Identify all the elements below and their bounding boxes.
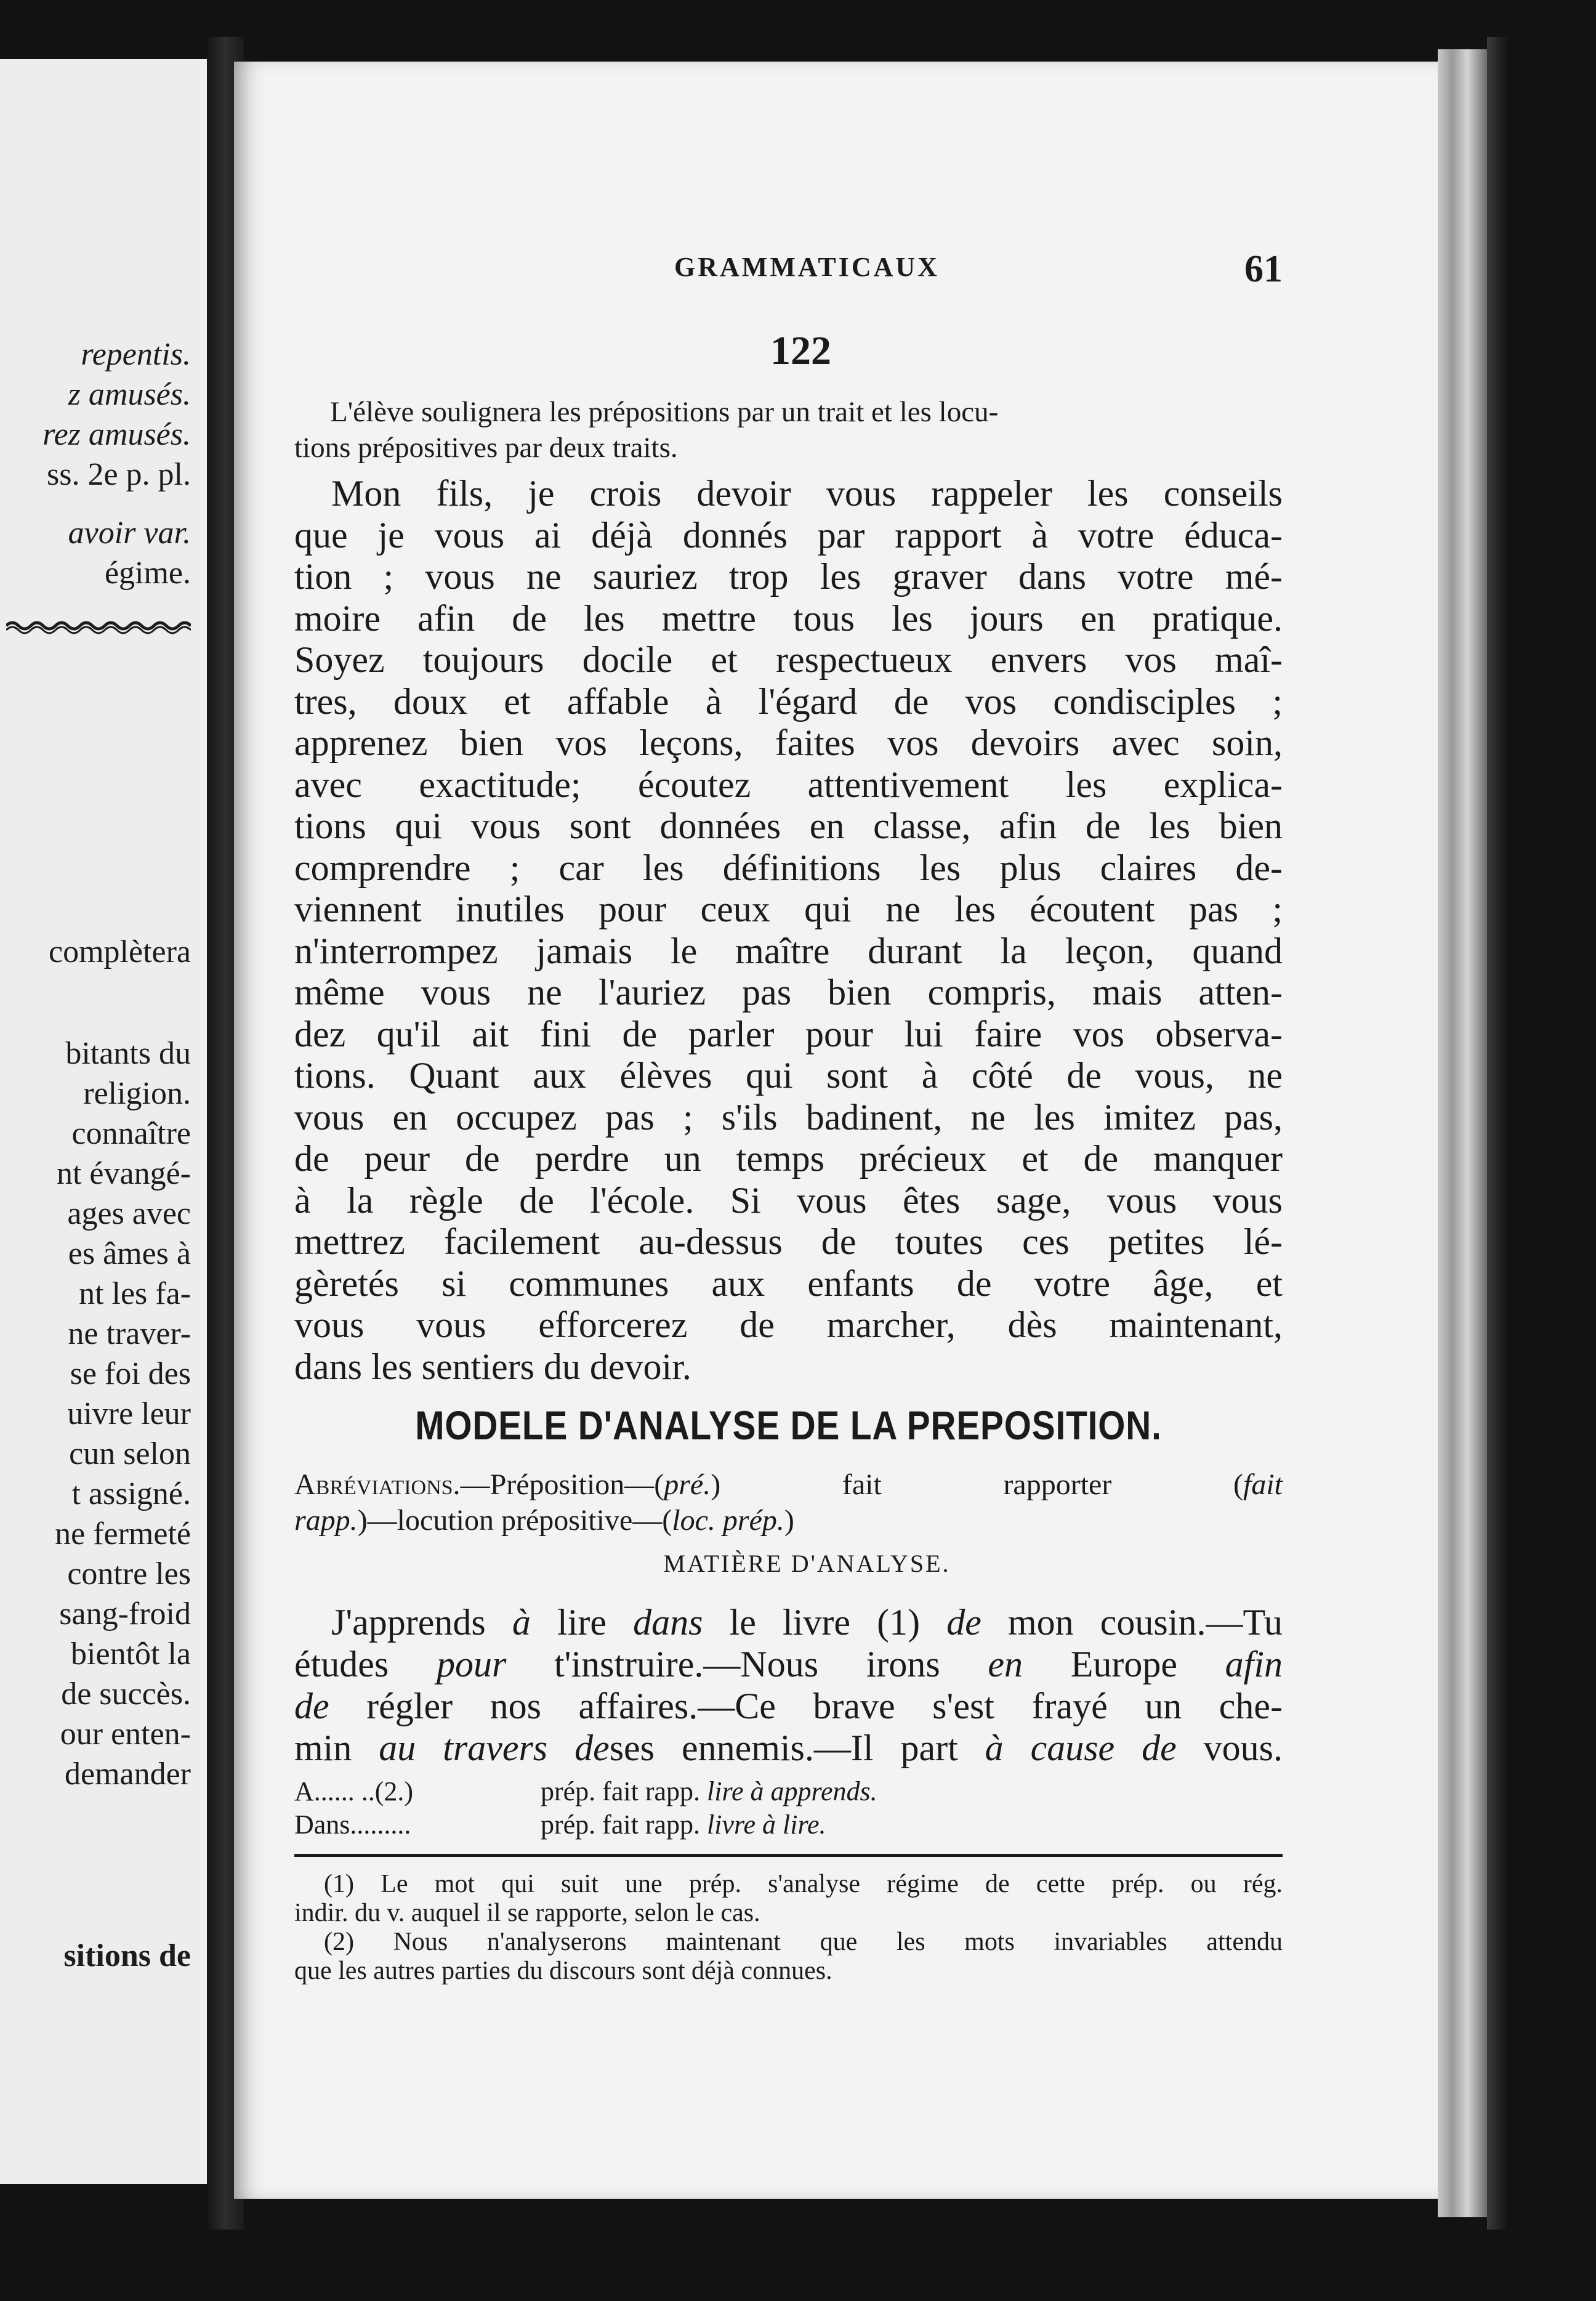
ex-text: ses ennemis.—Il part <box>609 1728 985 1768</box>
body-line: même vous ne l'auriez pas bien compris, mais atten- <box>294 972 1283 1013</box>
analysis-row <box>294 1775 1095 1808</box>
ex-text: Europe <box>1023 1644 1225 1684</box>
analysis-desc <box>541 1808 826 1842</box>
abbreviations-label: Abréviations. <box>294 1468 461 1501</box>
analysis-desc-text: prép. fait rapp. <box>541 1810 707 1840</box>
analysis-desc <box>541 1775 877 1808</box>
example-line <box>294 1643 1283 1685</box>
abbr-loc: loc. prép. <box>672 1504 784 1537</box>
left-line: bitants du <box>65 1036 191 1071</box>
page-number: 61 <box>1244 248 1283 290</box>
body-line: à la règle de l'école. Si vous êtes sage, vous vous <box>294 1179 1283 1221</box>
body-line: Soyez toujours docile et respectueux envers vos maî- <box>294 639 1283 680</box>
ex-prep: à cause de <box>985 1728 1177 1768</box>
body-line: tions. Quant aux élèves qui sont à côté de vous, ne <box>294 1055 1283 1096</box>
footnote-line: (2) Nous n'analyserons maintenant que les mots invariables attendu <box>324 1928 1283 1956</box>
left-line: uivre leur <box>67 1396 191 1431</box>
ex-prep: à <box>512 1602 531 1643</box>
body-line: apprenez bien vos leçons, faites vos devoirs avec soin, <box>294 722 1283 763</box>
left-line: z amusés. <box>68 377 191 412</box>
left-line: demander <box>64 1757 191 1792</box>
example-line <box>294 1601 1283 1643</box>
body-line: de peur de perdre un temps précieux et de manquer <box>294 1138 1283 1179</box>
body-line: n'interrompez jamais le maître durant la leçon, quand <box>294 930 1283 971</box>
ex-text: mon cousin.—Tu <box>981 1602 1283 1643</box>
body-line: tres, doux et affable à l'égard de vos condisciples ; <box>294 681 1283 722</box>
analysis-row <box>294 1808 1095 1842</box>
left-line: ne traver- <box>68 1316 191 1351</box>
header-title: GRAMMATICAUX <box>674 252 940 282</box>
abbr-text: —Préposition—( <box>460 1468 664 1501</box>
body-line: que je vous ai déjà donnés par rapport à votre éduca- <box>294 514 1283 556</box>
body-text <box>294 473 1283 1388</box>
body-line: dez qu'il ait fini de parler pour lui faire vos observa- <box>294 1013 1283 1054</box>
ex-text: régler nos affaires.—Ce brave s'est frayé un che- <box>329 1686 1283 1726</box>
left-line: sang-froid <box>59 1596 191 1632</box>
left-line: ages avec <box>67 1196 191 1231</box>
analysis-word: A...... ..(2.) <box>294 1776 414 1806</box>
left-line: cun selon <box>69 1436 191 1471</box>
body-line: mettrez facilement au-dessus de toutes ces petites lé- <box>294 1221 1283 1262</box>
left-line: repentis. <box>81 337 191 372</box>
left-line: de succès. <box>61 1676 191 1712</box>
body-line: gèretés si communes aux enfants de votre âge, et <box>294 1263 1283 1304</box>
left-line: nt les fa- <box>79 1276 191 1311</box>
footnote-line: que les autres parties du discours sont déjà connues. <box>294 1957 832 1985</box>
analysis-word: Dans......... <box>294 1810 411 1840</box>
body-line: avec exactitude; écoutez attentivement les explica- <box>294 764 1283 805</box>
left-line: religion. <box>83 1076 191 1111</box>
body-line: vous vous efforcerez de marcher, dès maintenant, <box>294 1304 1283 1345</box>
body-line: tions qui vous sont données en classe, afin de les bien <box>294 806 1283 846</box>
ex-prep: pour <box>436 1644 507 1684</box>
body-line: tion ; vous ne sauriez trop les graver dans votre mé- <box>294 556 1283 597</box>
left-line: es âmes à <box>68 1236 191 1271</box>
wavy-rule <box>6 617 191 635</box>
left-line: avoir var. <box>68 516 191 551</box>
abbr-text: ) fait rapporter ( <box>711 1468 1243 1501</box>
running-header <box>294 248 1283 294</box>
left-page <box>0 59 211 2184</box>
instruction <box>294 394 1283 466</box>
analysis-target: lire à apprends. <box>707 1776 877 1806</box>
body-line: comprendre ; car les définitions les plus claires de- <box>294 847 1283 888</box>
ex-prep: de <box>294 1686 329 1726</box>
example-line <box>294 1727 1283 1769</box>
instruction-line: L'élève soulignera les prépositions par un trait et les locu- <box>330 396 999 428</box>
ex-prep: dans <box>633 1602 703 1643</box>
left-line: sitions de <box>63 1938 191 1973</box>
matiere-heading: MATIÈRE D'ANALYSE. <box>663 1550 951 1577</box>
abbreviations <box>294 1467 1283 1539</box>
left-line: bientôt la <box>71 1636 191 1672</box>
left-line: nt évangé- <box>56 1156 191 1191</box>
body-line: moire afin de les mettre tous les jours en pratique. <box>294 597 1283 639</box>
ex-text: vous. <box>1176 1728 1283 1768</box>
footnote-line: (1) Le mot qui suit une prép. s'analyse régime de cette prép. ou rég. <box>324 1870 1283 1898</box>
abbr-text: )—locution prépositive—( <box>357 1504 672 1537</box>
body-line: Mon fils, je crois devoir vous rappeler les conseils <box>331 473 1283 514</box>
examples <box>294 1601 1283 1769</box>
example-line <box>294 1685 1283 1727</box>
body-line: dans les sentiers du devoir. <box>294 1346 691 1387</box>
analysis-target: livre à lire. <box>707 1810 826 1840</box>
page-edge <box>1438 49 1487 2217</box>
left-line: rez amusés. <box>42 417 191 452</box>
analysis-desc-text: prép. fait rapp. <box>541 1776 707 1806</box>
footnote-rule <box>294 1854 1283 1857</box>
abbreviations-line <box>294 1467 1283 1503</box>
left-line: t assigné. <box>71 1476 191 1511</box>
left-line: our enten- <box>60 1717 191 1752</box>
cover-edge <box>1487 37 1509 2230</box>
abbr-text: ) <box>784 1504 794 1537</box>
section-title: MODELE D'ANALYSE DE LA PREPOSITION. <box>415 1402 1162 1448</box>
analysis-table <box>294 1775 1095 1842</box>
body-line: vous en occupez pas ; s'ils badinent, ne les imitez pas, <box>294 1096 1283 1138</box>
left-line: ss. 2e p. pl. <box>47 457 191 492</box>
left-line: égime. <box>104 556 191 591</box>
left-line: connaître <box>71 1116 191 1151</box>
instruction-line: tions prépositives par deux traits. <box>294 432 678 464</box>
footnotes <box>294 1870 1283 1986</box>
body-line: viennent inutiles pour ceux qui ne les écoutent pas ; <box>294 889 1283 929</box>
abbr-fait: fait <box>1243 1468 1283 1501</box>
left-line: complètera <box>49 934 191 969</box>
left-line: contre les <box>67 1556 191 1591</box>
footnote-line: indir. du v. auquel il se rapporte, selon le cas. <box>294 1899 760 1927</box>
ex-text: études <box>294 1644 437 1684</box>
ex-text: t'instruire.—Nous irons <box>506 1644 988 1684</box>
left-line: ne fermeté <box>55 1516 191 1551</box>
abbr-rapp: rapp. <box>294 1504 358 1537</box>
ex-prep: de <box>946 1602 981 1643</box>
ex-text: lire <box>530 1602 634 1643</box>
ex-prep: au travers de <box>379 1728 610 1768</box>
abbreviations-line <box>294 1503 1283 1539</box>
exercise-number: 122 <box>770 328 831 373</box>
ex-text: J'apprends <box>331 1602 512 1643</box>
abbr-pre: pré. <box>664 1468 711 1501</box>
ex-text: le livre (1) <box>703 1602 947 1643</box>
left-line: se foi des <box>70 1356 191 1391</box>
ex-text: min <box>294 1728 379 1768</box>
ex-prep: afin <box>1225 1644 1283 1684</box>
ex-prep: en <box>988 1644 1023 1684</box>
